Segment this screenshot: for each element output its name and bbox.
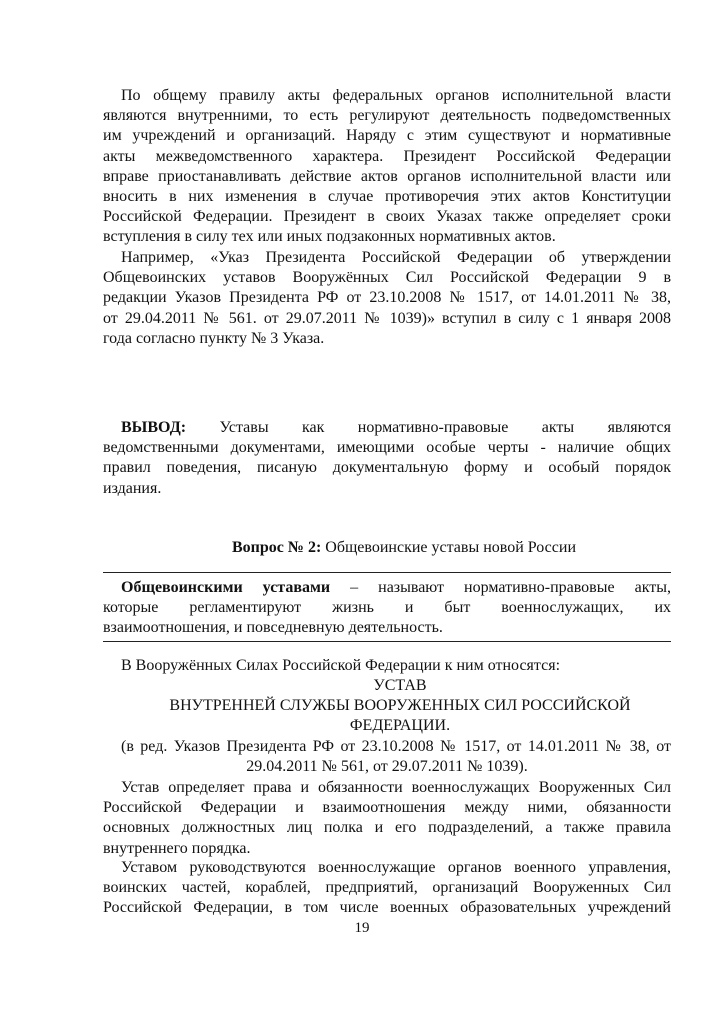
definition-bottom-rule bbox=[103, 641, 671, 642]
definition-block bbox=[103, 578, 671, 639]
text-line: воинских частей, кораблей, предприятий, организаций Вооруженных Сил bbox=[103, 879, 671, 897]
text-line: По общему правилу акты федеральных органов исполнительной власти bbox=[121, 87, 671, 104]
text-line: являются внутренними, то есть регулируют деятельность подведомственных bbox=[103, 107, 671, 125]
charter-edition-note bbox=[103, 737, 671, 777]
definition-first-line bbox=[103, 578, 671, 598]
conclusion-first-text: Уставы как нормативно-правовые акты являются bbox=[219, 419, 672, 436]
edition-line-1: (в ред. Указов Президента РФ от 23.10.2008 № 1517, от 14.01.2011 № 38, от bbox=[121, 738, 671, 755]
paragraph-charter-users bbox=[103, 858, 671, 919]
text-line: Российской Федерации, в том числе военных образовательных учреждений bbox=[103, 899, 671, 917]
text-line: им учреждений и организаций. Наряду с этим существуют и нормативные bbox=[103, 127, 671, 145]
text-line: Общевоинских уставов Вооружённых Сил Российской Федерации 9 в bbox=[103, 269, 671, 287]
charter-title bbox=[120, 676, 680, 737]
intro-line bbox=[103, 656, 671, 676]
paragraph-conclusion bbox=[103, 418, 671, 499]
text-line: акты межведомственного характера. Президент Российской Федерации bbox=[103, 147, 671, 165]
text-line: Например, «Указ Президента Российской Федерации об утверждении bbox=[121, 249, 671, 266]
question-heading bbox=[120, 538, 688, 558]
text-line: редакции Указов Президента РФ от 23.10.2008 № 1517, от 14.01.2011 № 38, bbox=[103, 289, 671, 307]
text-line: взаимоотношения, и повседневную деятельность. bbox=[103, 619, 443, 637]
intro-text: В Вооружённых Силах Российской Федерации к ним относятся: bbox=[121, 657, 561, 674]
paragraph-charter-scope bbox=[103, 778, 671, 859]
text-line: правил поведения, писаную документальную форму и особый порядок bbox=[103, 459, 671, 477]
text-line: внутреннего порядка. bbox=[103, 839, 251, 857]
page-number: 19 bbox=[354, 920, 370, 936]
text-line: которые регламентируют жизнь и быт военнослужащих, их bbox=[103, 599, 671, 617]
charter-title-line-2: ВНУТРЕННЕЙ СЛУЖБЫ ВООРУЖЕННЫХ СИЛ РОССИЙСКОЙ bbox=[169, 697, 631, 715]
question-text: Общевоинские уставы новой России bbox=[325, 539, 576, 556]
definition-top-rule bbox=[103, 572, 671, 573]
text-line: от 29.04.2011 № 561. от 29.07.2011 № 1039)» вступил в силу с 1 января 2008 bbox=[103, 309, 671, 327]
paragraph-executive-acts bbox=[103, 86, 671, 248]
text-line: года согласно пункту № 3 Указа. bbox=[103, 329, 325, 347]
text-line: вносить в них изменения в случае противоречия этих актов Конституции bbox=[103, 188, 671, 206]
charter-title-line-3: ФЕДЕРАЦИИ. bbox=[349, 717, 451, 735]
definition-first-text: – называют нормативно-правовые акты, bbox=[350, 579, 672, 596]
charter-title-line-1: УСТАВ bbox=[373, 677, 427, 694]
text-line: ведомственными документами, имеющими особые черты - наличие общих bbox=[103, 439, 671, 457]
paragraph-decree-example bbox=[103, 248, 671, 349]
text-line: вправе приостанавливать действие актов органов исполнительной власти или bbox=[103, 167, 671, 185]
definition-term: Общевоинскими уставами bbox=[121, 579, 331, 596]
conclusion-label: ВЫВОД: bbox=[121, 419, 187, 436]
text-line: основных должностных лиц полка и его подразделений, а также правила bbox=[103, 819, 671, 837]
text-line: Устав определяет права и обязанности военнослужащих Вооруженных Сил bbox=[121, 779, 671, 796]
text-line: Российской Федерации. Президент в своих Указах также определяет сроки bbox=[103, 208, 671, 226]
conclusion-first-line bbox=[103, 418, 671, 438]
text-line: издания. bbox=[103, 479, 162, 497]
text-line: вступления в силу тех или иных подзаконных нормативных актов. bbox=[103, 228, 556, 246]
text-line: Российской Федерации и взаимоотношения между ними, обязанности bbox=[103, 799, 671, 817]
question-label: Вопрос № 2: bbox=[231, 539, 322, 556]
text-line: Уставом руководствуются военнослужащие органов военного управления, bbox=[121, 859, 671, 876]
edition-line-2: 29.04.2011 № 561, от 29.07.2011 № 1039). bbox=[246, 758, 528, 776]
